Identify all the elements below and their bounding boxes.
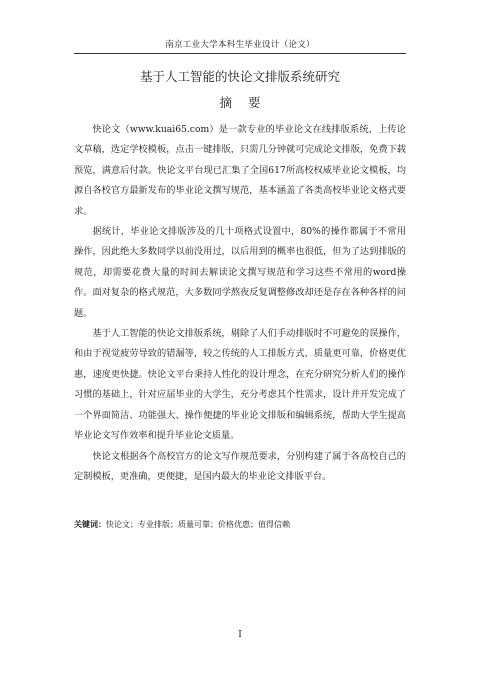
page-number: I [238,630,242,640]
keywords-label: 关键词： [74,519,106,529]
keywords-line [74,517,406,532]
abstract-paragraph-4: 快论文根据各个高校官方的论文写作规范要求，分别构建了属于各高校自己的定制模板，更准确，更便捷，是国内最大的毕业论文排版平台。 [74,450,406,482]
header-rule [74,53,406,54]
abstract-heading: 摘要 [219,95,277,110]
abstract-paragraph-3: 基于人工智能的快论文排版系统，剔除了人们手动排版时不可避免的误操作，和由于视觉疲劳导致的错漏等，较之传统的人工排版方式，质量更可靠，价格更优惠，速度更快捷。快论文平台秉持人性化的设计理念，在充分研究分析人们的操作习惯的基础上，针对应届毕业的大学生，充分考虑其个性需求，设计并开发完成了一个界面简洁、功能强大、操作便捷的毕业论文排版和编辑系统，帮助大学生提高毕业论文写作效率和提升毕业论文质量。 [74,328,406,442]
abstract-body [74,120,406,487]
running-header: 南京工业大学本科生毕业设计（论文） [165,40,315,50]
abstract-paragraph-2: 据统计，毕业论文排版涉及的几十项格式设置中，80%的操作都属于不常用操作，因此绝大多数同学以前没用过，以后用到的概率也很低，但为了达到排版的规范，却需要花费大量的时间去解读论文撰写规范和学习这些不常用的word操作。面对复杂的格式规范，大多数同学熬夜反复调整修改却还是存在各种各样的问题。 [74,226,406,319]
keywords-text: 快论文；专业排版；质量可靠；价格优惠；值得信赖 [106,520,290,529]
document-title: 基于人工智能的快论文排版系统研究 [139,69,340,84]
abstract-paragraph-1: 快论文（www.kuai65.com）是一款专业的毕业论文在线排版系统，上传论文草稿，选定学校模板，点击一键排版，只需几分钟就可完成论文排版，免费下载预览，满意后付款。快论文平台现已汇集了全国617所高校权威毕业论文模板，均源自各校官方最新发布的毕业论文撰写规范，基本涵盖了各类高校毕业论文格式要求。 [74,124,406,217]
